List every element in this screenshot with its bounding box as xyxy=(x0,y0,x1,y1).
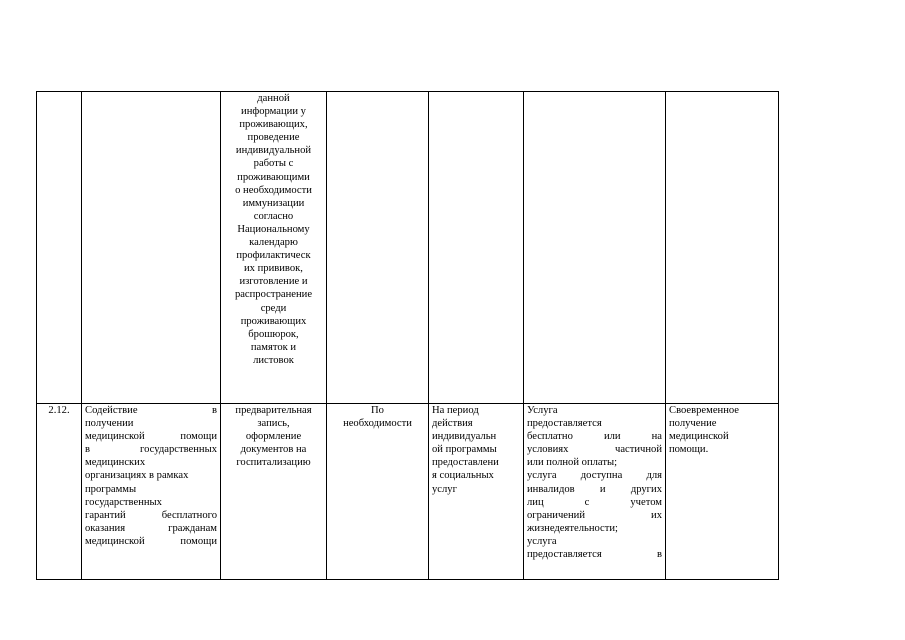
cell-text-line: листовок xyxy=(253,354,294,366)
cell-text-line: проживающих, xyxy=(239,119,308,131)
cell-text-line: предварительная xyxy=(235,405,312,416)
cell-text-line: я социальных xyxy=(432,470,494,482)
service-name-cell xyxy=(82,404,221,580)
cell-text-line: оформление xyxy=(245,431,302,443)
services-table xyxy=(36,91,779,580)
cell-text-line: запись, xyxy=(257,418,290,430)
cell-text-line: услуга xyxy=(527,535,557,547)
cell-text-line: лиц с учетом xyxy=(527,496,662,508)
table-row xyxy=(37,92,779,404)
service-content-cell xyxy=(221,404,327,580)
cell-text-line: программы xyxy=(85,483,137,495)
cell-text-line: необходимости xyxy=(343,418,412,430)
cell-text-line: организациях в рамках xyxy=(85,470,189,482)
cell-text-line: информации у xyxy=(241,106,306,118)
cell-text-line: проживающими xyxy=(237,171,310,183)
cell-text-line: услуга доступна для xyxy=(527,470,662,482)
period-cell xyxy=(429,92,524,404)
cell-text-line: получении xyxy=(85,418,134,430)
cell-text-line: оказания гражданам xyxy=(85,522,217,534)
cell-text-line: профилактическ xyxy=(236,250,311,262)
cell-text-line: бесплатно или на xyxy=(527,431,662,443)
conditions-cell xyxy=(524,404,666,580)
cell-text-line: Содействие в xyxy=(85,405,217,416)
volume-cell xyxy=(327,92,429,404)
cell-text-line: жизнедеятельности; xyxy=(527,522,618,534)
cell-text-line: медицинских xyxy=(85,457,146,469)
cell-text-line: согласно xyxy=(253,210,294,222)
cell-text-line: календарю xyxy=(249,237,298,249)
row-number-cell xyxy=(37,92,82,404)
cell-text-line: их прививок, xyxy=(244,263,303,275)
row-number-cell xyxy=(37,404,82,580)
cell-text-line: проведение xyxy=(247,132,300,144)
cell-text-line: государственных xyxy=(85,496,162,508)
cell-text-line: иммунизации xyxy=(242,197,305,209)
cell-text-line: медицинской xyxy=(669,431,729,443)
service-content-cell xyxy=(221,92,327,404)
cell-text-line: медицинской помощи xyxy=(85,535,217,547)
cell-text-line: услуг xyxy=(432,483,457,495)
cell-text-line: брошюрок, xyxy=(248,328,299,340)
cell-text-line: помощи. xyxy=(669,444,709,456)
cell-text-line: документов на xyxy=(240,444,307,456)
cell-text-line: индивидуальной xyxy=(235,145,312,157)
cell-text-line: предоставлени xyxy=(432,457,499,469)
result-cell xyxy=(666,92,779,404)
cell-text-line: данной xyxy=(257,93,290,104)
cell-text-line: Своевременное xyxy=(669,405,739,416)
cell-text-line: проживающих xyxy=(240,315,307,327)
cell-text-line: предоставляется в xyxy=(527,549,662,561)
cell-text-line: ой программы xyxy=(432,444,497,456)
cell-text-line: в государственных xyxy=(85,444,217,456)
table-row xyxy=(37,404,779,580)
cell-text-line: условиях частичной xyxy=(527,444,662,456)
period-cell xyxy=(429,404,524,580)
conditions-cell xyxy=(524,92,666,404)
cell-text-line: ограничений их xyxy=(527,509,662,521)
cell-text-line: индивидуальн xyxy=(432,431,497,443)
cell-text-line: среди xyxy=(260,302,287,314)
cell-text-line: медицинской помощи xyxy=(85,431,217,443)
cell-text-line: По xyxy=(371,405,384,416)
volume-cell xyxy=(327,404,429,580)
cell-text-line: распространение xyxy=(234,289,313,301)
row-number: 2.12. xyxy=(48,405,70,416)
cell-text-line: госпитализацию xyxy=(236,457,311,469)
cell-text-line: работы с xyxy=(253,158,294,170)
cell-text-line: действия xyxy=(432,418,473,430)
cell-text-line: предоставляется xyxy=(527,418,602,430)
cell-text-line: изготовление и xyxy=(239,276,308,288)
service-name-cell xyxy=(82,92,221,404)
cell-text-line: инвалидов и других xyxy=(527,483,662,495)
cell-text-line: о необходимости xyxy=(235,184,312,196)
cell-text-line: Национальному xyxy=(237,223,310,235)
result-cell xyxy=(666,404,779,580)
cell-text-line: Услуга xyxy=(527,405,558,416)
cell-text-line: гарантий бесплатного xyxy=(85,509,217,521)
cell-text-line: памяток и xyxy=(250,341,297,353)
cell-text-line: получение xyxy=(669,418,717,430)
cell-text-line: или полной оплаты; xyxy=(527,457,618,469)
cell-text-line: На период xyxy=(432,405,479,416)
